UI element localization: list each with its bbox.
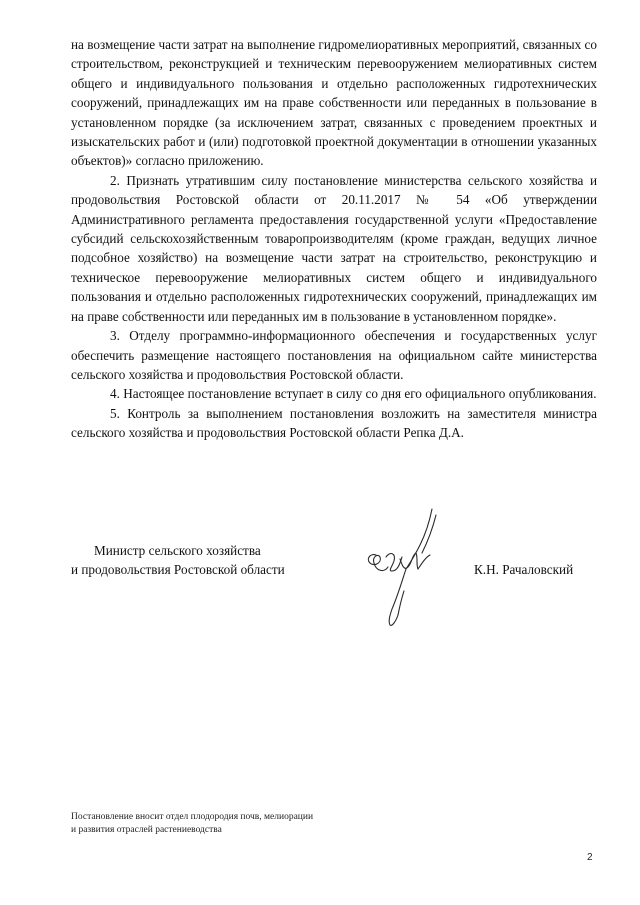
footer-note [71, 811, 313, 836]
footer-note-line1: Постановление вносит отдел плодородия почв, мелиорации [71, 812, 314, 822]
paragraph-item-2: 2. Признать утратившим силу постановление министерства сельского хозяйства и продовольствия Ростовской области от 20.11.2017 № 54 «Об утверждении Административного регламента предоставления государственной услуги «Предоставление субсидий сельскохозяйственным товаропроизводителям (кроме граждан, ведущих личное подсобное хозяйство) на возмещение части затрат на строительство, реконструкцию и техническое перевооружение мелиоративных систем общего и индивидуального пользования и отдельно расположенных гидротехнических сооружений, принадлежащих им на праве собственности или переданных им в пользование в установленном порядке». [71, 172, 597, 324]
handwritten-signature [360, 505, 450, 635]
paragraph-item-3: 3. Отделу программно-информационного обеспечения и государственных услуг обеспечить размещение настоящего постановления на официальном сайте министерства сельского хозяйства и продовольствия Ростовской области. [71, 328, 597, 382]
signatory-name: К.Н. Рачаловский [474, 562, 574, 577]
page-number: 2 [587, 852, 593, 863]
signatory-title-line1: Министр сельского хозяйства [94, 543, 261, 558]
paragraph-item-4: 4. Настоящее постановление вступает в силу со дня его официального опубликования. [110, 386, 597, 402]
footer-note-line2: и развития отраслей растениеводства [71, 824, 222, 835]
paragraph-item-5: 5. Контроль за выполнением постановления возложить на заместителя министра сельского хозяйства и продовольствия Ростовской области Репка Д.А. [71, 405, 597, 441]
paragraph-continuation: на возмещение части затрат на выполнение гидромелиоративных мероприятий, связанных со строительством, реконструкцией и техническим перевооружением мелиоративных систем общего и индивидуального пользования и отдельно расположенных гидротехнических сооружений, принадлежащих им на праве собственности или переданных в пользование в установленном порядке (за исключением затрат, связанных с проведением проектных и изыскательских работ и (или) подготовкой проектной документации в отношении указанных объектов)» согласно приложению. [71, 37, 597, 169]
signatory-title-line2: и продовольствия Ростовской области [71, 562, 285, 577]
